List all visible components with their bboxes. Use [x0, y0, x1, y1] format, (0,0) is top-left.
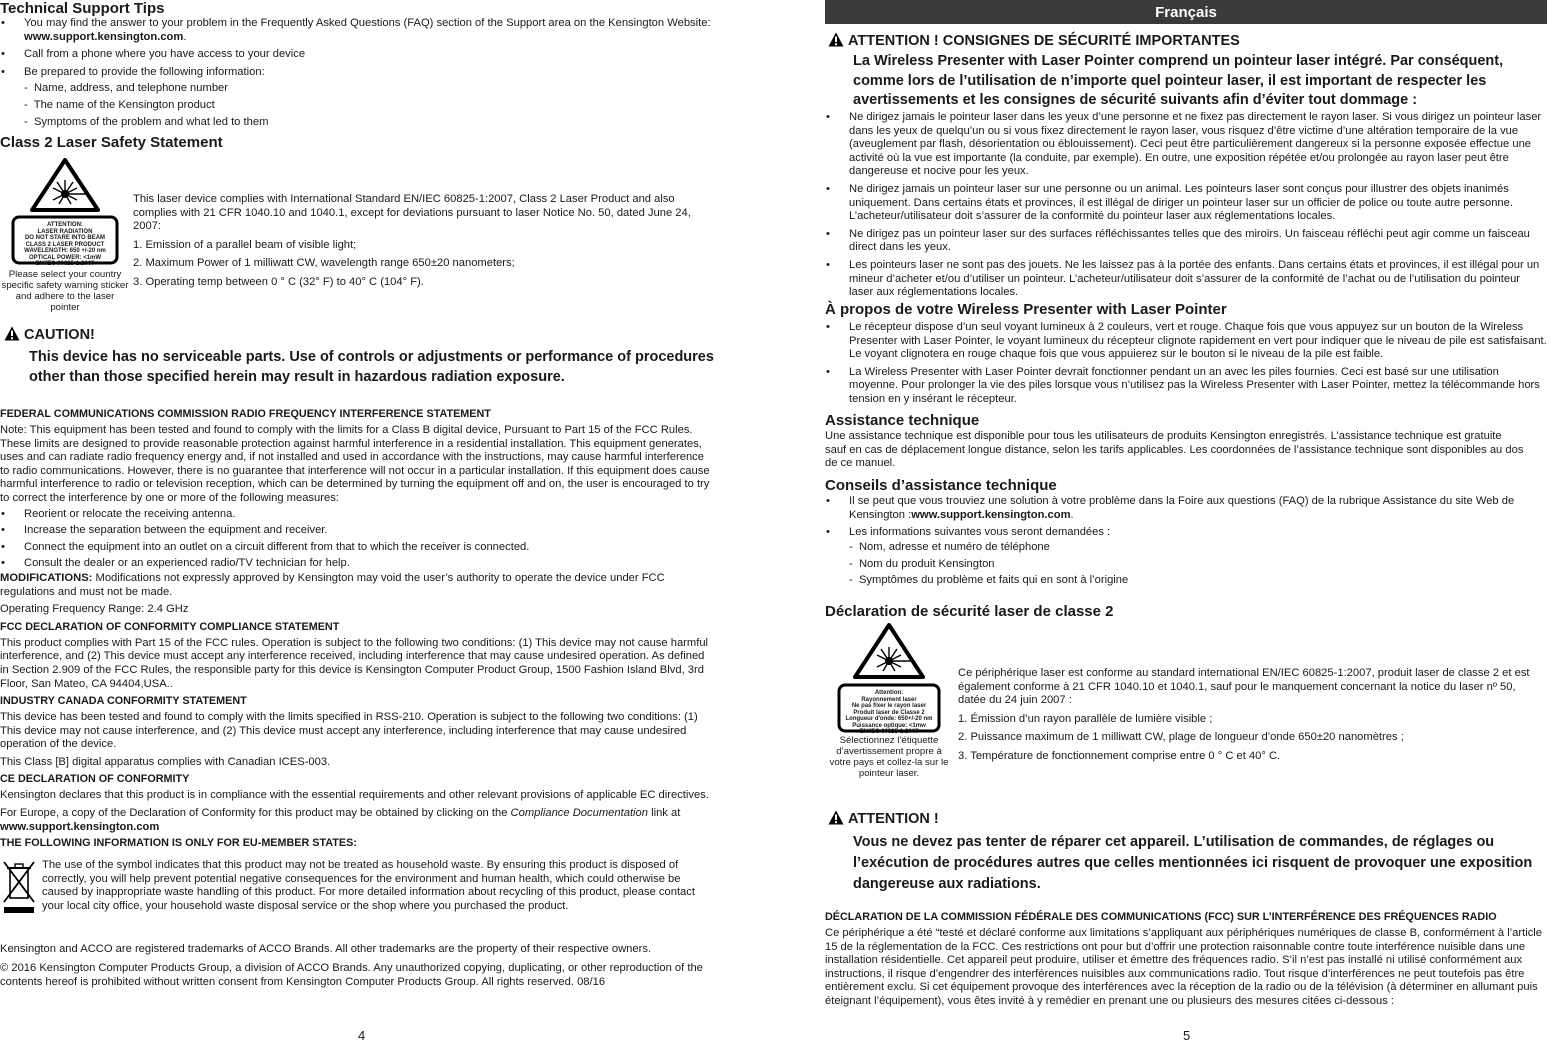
laser-intro: Ce périphérique laser est conforme au standard international EN/IEC 60825-1:2007, produit laser de classe 2 et est également conforme à 21 CFR 1040.10 et 1040.1, sauf pour le manquement concernant la notice du laser nº 50, datée du 24 juin 2007 : [958, 667, 1530, 707]
doc-title: FCC DECLARATION OF CONFORMITY COMPLIANCE STATEMENT [0, 620, 340, 633]
laser-item: 1. Emission of a parallel beam of visible light; [133, 238, 357, 251]
modifications: MODIFICATIONS: Modifications not expressly approved by Kensington may void the user’s authority to operate the device under FCC regulations and must not be made. [0, 571, 665, 598]
eu-text: The use of the symbol indicates that this product may not be treated as household waste. By ensuring this product is disposed of correctly, you will help prevent potential negative consequences for the environment and human health, which could otherwise be caused by inappropriate waste handling of this product. For more detailed information about recycling of this product, please contact your local city office, your household waste disposal service or the shop where you purchased the product. [42, 859, 695, 912]
attention-heading: ATTENTION ! [828, 810, 1548, 828]
tips-list-fr [825, 495, 1547, 540]
list-item: - Nom du produit Kensington [849, 556, 1549, 573]
sticker-caption: Sélectionnez l’étiquette d’avertissement propre à votre pays et collez-la sur le pointeur laser. [829, 735, 949, 779]
laser-item: 2. Puissance maximum de 1 milliwatt CW, plage de longueur d’onde 650±20 nanomètres ; [958, 731, 1404, 744]
caution-heading: CAUTION! [4, 326, 724, 344]
fcc-section-fr [825, 911, 1547, 1009]
doc-text: This product complies with Part 15 of the FCC rules. Operation is subject to the following two conditions: (1) This device may not cause harmful interference, and (2) This device must accept any interference received, including interference that may cause undesired operation. As defined in Section 2.909 of the FCC Rules, the responsible party for this device is Kensington Computer Product Group, 1500 Fashion Island Blvd, 3rd Floor, San Mateo, CA 94404,USA.. [0, 636, 709, 690]
ce-text: Kensington declares that this product is in compliance with the essential requirements and other relevant provisions of applicable EC directives. [0, 789, 709, 802]
list-item: • Les pointeurs laser ne sont pas des jouets. Ne les laissez pas à la portée des enfants. Dans certains états et provinces, il est illégal pour un mineur d’acheter et/ou d’utiliser un pointeur. L’acheteur/utilisateur doit s’assurer de la conformité de l’achat ou de l’utilisation du pointeur laser aux réglementations locales. [825, 259, 1547, 300]
list-item: • Be prepared to provide the following information: [0, 66, 725, 80]
sticker-label: Attention: Rayonnement laser Ne pas fixer le rayon laser Produit laser de Classe 2 Longueur d'onde: 650+/-20 nm Puissance optique: <1mw EN/IEC 60825-1:2007 [845, 690, 933, 735]
warning-triangle-icon [828, 810, 844, 825]
about-title: À propos de votre Wireless Presenter with Laser Pointer [825, 301, 1227, 318]
support-link[interactable]: www.support.kensington.com [24, 30, 184, 43]
laser-statement-fr [958, 667, 1543, 764]
attention-body: La Wireless Presenter with Laser Pointer comprend un pointeur laser intégré. Par conséquent, comme lors de l’utilisation de n’importe quel pointeur laser, il est important de respecter les avertissements et les consignes de sécurité suivants afin d’éviter tout dommage : [853, 53, 1504, 108]
caution-body: This device has no serviceable parts. Use of controls or adjustments or performance of procedures other than those specified herein may result in hazardous radiation exposure. [29, 349, 714, 385]
ic-text: This device has been tested and found to comply with the limits specified in RSS-210. Operation is subject to the following two conditions: (1) This device may not cause interference, and (2) This device must accept any interference, including interference that may cause undesired operation of the device. [0, 711, 698, 751]
list-item: • Il se peut que vous trouviez une solution à votre problème dans la Foire aux questions (FAQ) de la rubrique Assistance du site Web de Kensington :www.support.kensington.com. [825, 495, 1547, 522]
ce-title: CE DECLARATION OF CONFORMITY [0, 773, 190, 786]
sticker-caption: Please select your country specific safety warning sticker and adhere to the laser pointer [1, 269, 129, 313]
warning-triangle-icon [828, 32, 844, 47]
info-list-fr [825, 539, 1549, 589]
list-item: • Increase the separation between the equipment and receiver. [0, 524, 716, 538]
attention-block [828, 32, 1548, 111]
page-number: 5 [1183, 1028, 1191, 1043]
list-item: - The name of the Kensington product [24, 97, 725, 114]
tips-list [0, 17, 725, 79]
fcc-note: Note: This equipment has been tested and found to comply with the limits for a Class B digital device, Pursuant to Part 15 of the FCC Rules. These limits are designed to provide reasonable protection against harmful interference in a residential installation. This equipment generates, uses and can radiate radio frequency energy and, if not installed and used in accordance with the instructions, may cause harmful interference to radio communications. However, there is no guarantee that interference will not occur in a particular installation. If this equipment does cause harmful interference to radio or television reception, which can be determined by turning the equipment off and on, the user is encouraged to try to correct the interference by one or more of the following measures: [0, 424, 710, 504]
list-item: • Consult the dealer or an experienced radio/TV technician for help. [0, 557, 716, 571]
laser-item: 3. Température de fonctionnement comprise entre 0 ° C et 40° C. [958, 749, 1281, 762]
info-list [0, 80, 725, 130]
fcc-measures [0, 508, 716, 571]
fcc-section [0, 408, 716, 850]
list-item: • Connect the equipment into an outlet on a circuit different from that to which the receiver is connected. [0, 541, 716, 555]
warning-triangle-icon [4, 326, 20, 341]
ic-title: INDUSTRY CANADA CONFORMITY STATEMENT [0, 695, 247, 708]
fcc-text-fr: Ce périphérique a été “testé et déclaré conforme aux limitations s’appliquant aux périphériques numériques de classe B, conformément à l’article 15 de la réglementation de la FCC. Ces restrictions ont pour but d’offrir une protection raisonnable contre toute interférence nuisible dans une installation résidentielle. Cet appareil peut produire, utiliser et émettre des fréquences radio. S’il n’est pas installé ni utilisé conformément aux instructions, il risque d’engendrer des interférences nuisibles aux communications radio. Tout risque d’interférences ne peut toutefois pas être entièrement exclu. Si cet équipement provoque des interférences avec la réception de la radio ou de la télévision (à déterminer en allumant puis éteignant l’équipement), vous êtes invité à y remédier en prenant une ou plusieurs des mesures citées ci-dessous : [825, 927, 1543, 1007]
list-item: • La Wireless Presenter with Laser Pointer devrait fonctionner pendant un an avec les piles fournies. Ceci est basé sur une utilisation moyenne. Pour prolonger la vie des piles lorsque vous n’utilisez pas la Wireless Presenter with Laser Pointer, mettez la télécommande hors tension en y insérant le récepteur. [825, 366, 1547, 407]
safety-list [825, 111, 1547, 300]
tips-title: Technical Support Tips [0, 0, 165, 17]
list-item: - Name, address, and telephone number [24, 80, 725, 97]
fcc-title: FEDERAL COMMUNICATIONS COMMISSION RADIO FREQUENCY INTERFERENCE STATEMENT [0, 408, 491, 420]
list-item: • Le récepteur dispose d’un seul voyant lumineux à 2 couleurs, vert et rouge. Chaque fois que vous appuyez sur un bouton de la Wireless Presenter with Laser Pointer, le voyant lumineux du récepteur clignote rapidement en vert pour indiquer que le niveau de pile est satisfaisant. Le voyant clignotera en rouge chaque fois que vous appuierez sur le bouton si le niveau de la pile est faible. [825, 321, 1547, 362]
crossed-bin-icon [2, 860, 36, 914]
laser-item: 2. Maximum Power of 1 milliwatt CW, wavelength range 650±20 nanometers; [133, 257, 515, 270]
laser-title-fr: Déclaration de sécurité laser de classe 2 [825, 603, 1114, 620]
copyright: © 2016 Kensington Computer Products Group, a division of ACCO Brands. Any unauthorized copying, duplicating, or other reproduction of the contents hereof is prohibited without written consent from Kensington Computer Products Group. All rights reserved. 08/16 [0, 962, 703, 988]
frequency-range: Operating Frequency Range: 2.4 GHz [0, 603, 189, 616]
laser-safety-title: Class 2 Laser Safety Statement [0, 134, 223, 151]
laser-statement [133, 193, 718, 290]
list-item: • Ne dirigez jamais un pointeur laser sur une personne ou un animal. Les pointeurs laser sont conçus pour illustrer des objets inanimés uniquement. Dans certains états et provinces, il est illégal de diriger un pointeur laser sur un officier de police ou toute autre personne. L’acheteur/utilisateur doit s’assurer de la conformité du pointeur laser aux réglementations locales. [825, 183, 1547, 224]
caution-block [4, 326, 724, 387]
tech-support-tips [0, 0, 725, 130]
support-link[interactable]: www.support.kensington.com [911, 508, 1071, 521]
list-item: - Nom, adresse et numéro de téléphone [849, 539, 1549, 556]
laser-item: 3. Operating temp between 0 ° C (32° F) to 40° C (104° F). [133, 275, 424, 288]
language-banner: Français [825, 0, 1547, 24]
ic-text-2: This Class [B] digital apparatus complies with Canadian ICES-003. [0, 755, 331, 768]
list-item: • Reorient or relocate the receiving antenna. [0, 508, 716, 522]
laser-item: 1. Émission d’un rayon parallèle de lumière visible ; [958, 712, 1213, 725]
list-item: - Symptoms of the problem and what led to them [24, 114, 725, 131]
tips-title-fr: Conseils d’assistance technique [825, 477, 1057, 494]
list-item: • Call from a phone where you have access to your device [0, 48, 725, 62]
page-number: 4 [358, 1028, 366, 1043]
list-item: • Ne dirigez jamais le pointeur laser dans les yeux d’une personne et ne fixez pas directement le rayon laser. Si vous dirigez un pointeur laser dans les yeux de quelqu’un ou si vous fixez directement le rayon laser, vous risquez d’être victime d’une altération temporaire de la vue (aveuglement par flash, désorientation ou éblouissement). Ceci peut être particulièrement dangereux si la personne exposée effectue une activité où la vue est importante (la conduite, par exemple). En outre, une exposition répétée et/ou prolongée au rayon laser peut être dangereuse et nocive pour les yeux. [825, 111, 1547, 179]
trademark: Kensington and ACCO are registered trademarks of ACCO Brands. All other trademarks are the property of their respective owners. [0, 943, 652, 955]
about-list [825, 321, 1547, 407]
list-item: • You may find the answer to your problem in the Frequently Asked Questions (FAQ) section of the Support area on the Kensington Website: www.support.kensington.com. [0, 17, 725, 44]
assistance-text: Une assistance technique est disponible pour tous les utilisateurs de produits Kensington enregistrés. L’assistance technique est gratuite sauf en cas de déplacement longue distance, selon les tarifs applicables. Les coordonnées de l’assistance technique sont disponibles au dos de ce manuel. [825, 430, 1524, 470]
attention-body-2: Vous ne devez pas tenter de réparer cet appareil. L’utilisation de commandes, de réglages ou l’exécution de procédures autres que celles mentionnées ici risquent de provoquer une exposition dangereuse aux radiations. [853, 834, 1533, 892]
fcc-title-fr: DÉCLARATION DE LA COMMISSION FÉDÉRALE DES COMMUNICATIONS (FCC) SUR L’INTERFÉRENCE DES FRÉQUENCES RADIO [825, 911, 1497, 923]
list-item: • Ne dirigez pas un pointeur laser sur des surfaces réfléchissantes telles que des miroirs. Un faisceau réfléchi peut agir comme un faisceau direct dans les yeux. [825, 228, 1547, 255]
assistance-title: Assistance technique [825, 412, 980, 429]
laser-intro: This laser device complies with International Standard EN/IEC 60825-1:2007, Class 2 Laser Product and also complies with 21 CFR 1040.10 and 1040.1, except for deviations pursuant to laser Notice No. 50, dated June 24, 2007: [133, 193, 691, 233]
ce-text-2: For Europe, a copy of the Declaration of Conformity for this product may be obtained by clicking on the Compliance Documentation link at www.support.kensington.com [0, 807, 681, 833]
support-link[interactable]: www.support.kensington.com [0, 820, 160, 833]
list-item: - Symptômes du problème et faits qui en sont à l’origine [849, 572, 1549, 589]
attention-heading: ATTENTION ! CONSIGNES DE SÉCURITÉ IMPORTANTES [828, 32, 1548, 50]
list-item: • Les informations suivantes vous seront demandées : [825, 526, 1547, 540]
laser-sticker-fr [827, 623, 951, 779]
eu-title: THE FOLLOWING INFORMATION IS ONLY FOR EU-MEMBER STATES: [0, 837, 357, 850]
page-4 [0, 0, 725, 1043]
laser-sticker [1, 158, 129, 313]
page-5 [825, 0, 1547, 1043]
attention-block-2 [828, 810, 1548, 895]
sticker-label: ATTENTION: LASER RADIATION DO NOT STARE INTO BEAM CLASS 2 LASER PRODUCT WAVELENGTH: 650 +/-20 nm OPTICAL POWER: <1mW EN/IEC 60825-1:2007 [24, 222, 106, 267]
